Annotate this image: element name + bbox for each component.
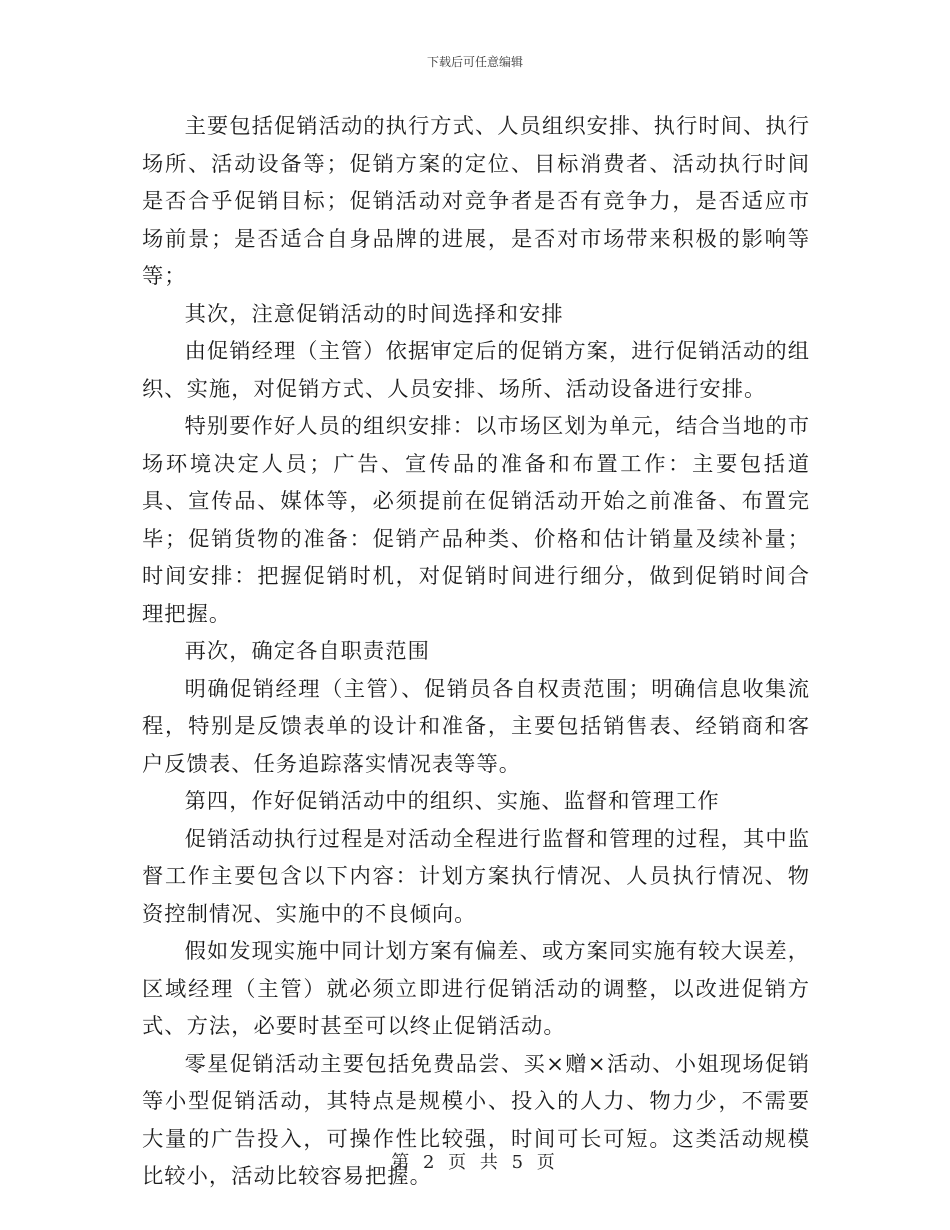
paragraph: 零星促销活动主要包括免费品尝、买×赠×活动、小姐现场促销等小型促销活动，其特点是规模小、投入的人力、物力少，不需要大量的广告投入，可操作性比较强，时间可长可短。这类活动规模比较小，活动比较容易把握。 bbox=[142, 1051, 810, 1189]
document-body bbox=[142, 108, 810, 1196]
section-heading: 第四，作好促销活动中的组织、实施、监督和管理工作 bbox=[184, 789, 720, 814]
paragraph: 促销活动执行过程是对活动全程进行监督和管理的过程，其中监督工作主要包含以下内容：计划方案执行情况、人员执行情况、物资控制情况、实施中的不良倾向。 bbox=[142, 826, 810, 927]
section-heading: 再次，确定各自职责范围 bbox=[184, 639, 430, 664]
paragraph: 假如发现实施中同计划方案有偏差、或方案同实施有较大误差，区域经理（主管）就必须立即进行促销活动的调整，以改进促销方式、方法，必要时甚至可以终止促销活动。 bbox=[142, 939, 810, 1039]
paragraph: 明确促销经理（主管）、促销员各自权责范围；明确信息收集流程，特别是反馈表单的设计和准备，主要包括销售表、经销商和客户反馈表、任务追踪落实情况表等等。 bbox=[142, 676, 810, 777]
page-number-footer: 第 2 页 共 5 页 bbox=[391, 1152, 559, 1173]
page-header: 下载后可任意编辑 bbox=[426, 55, 523, 69]
paragraph: 特别要作好人员的组织安排：以市场区划为单元，结合当地的市场环境决定人员；广告、宣传品的准备和布置工作：主要包括道具、宣传品、媒体等，必须提前在促销活动开始之前准备、布置完毕；促销货物的准备：促销产品种类、价格和估计销量及续补量；时间安排：把握促销时机，对促销时间进行细分，做到促销时间合理把握。 bbox=[142, 414, 810, 627]
paragraph: 主要包括促销活动的执行方式、人员组织安排、执行时间、执行场所、活动设备等；促销方案的定位、目标消费者、活动执行时间是否合乎促销目标；促销活动对竞争者是否有竞争力，是否适应市场前景；是否适合自身品牌的进展，是否对市场带来积极的影响等等； bbox=[142, 114, 810, 289]
paragraph: 由促销经理（主管）依据审定后的促销方案，进行促销活动的组织、实施，对促销方式、人员安排、场所、活动设备进行安排。 bbox=[142, 339, 810, 402]
section-heading: 其次，注意促销活动的时间选择和安排 bbox=[184, 301, 564, 327]
